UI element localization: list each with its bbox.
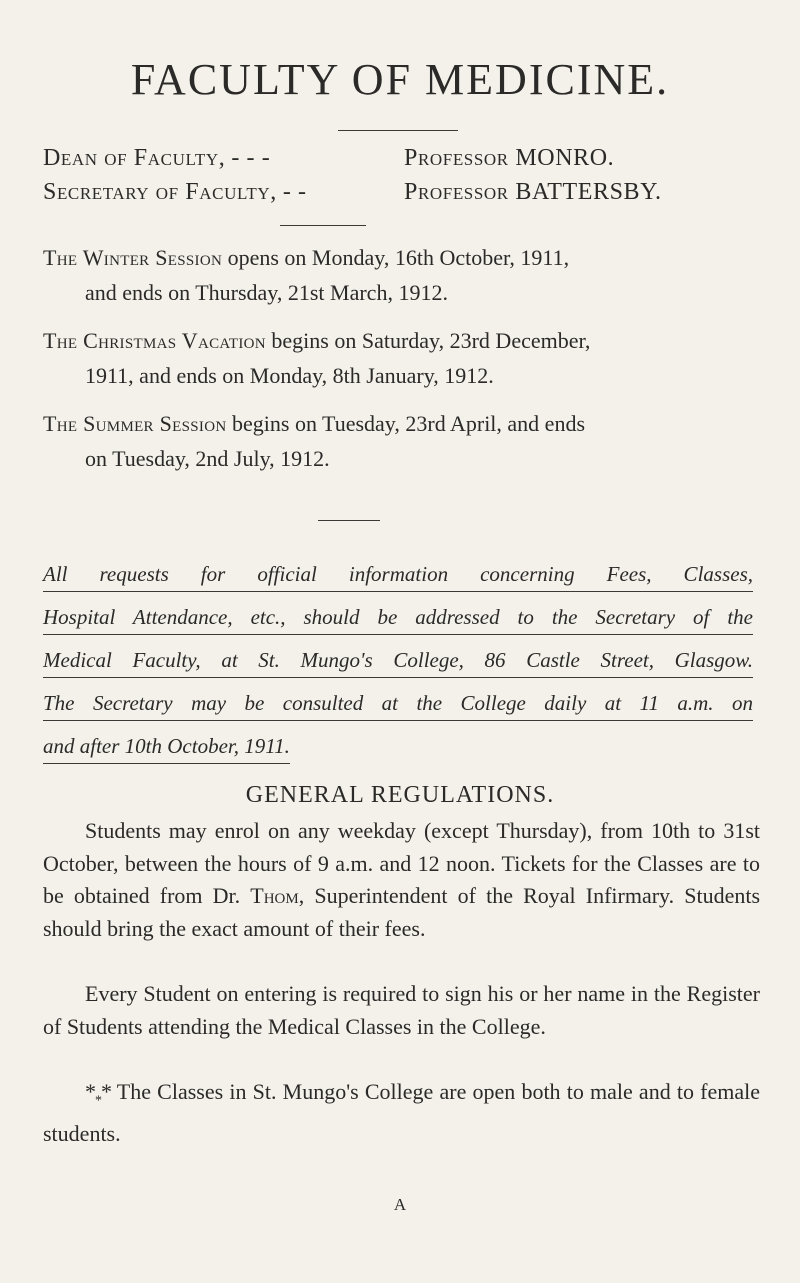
officer-holder: Professor MONRO. bbox=[404, 145, 615, 171]
title-divider bbox=[338, 130, 458, 131]
regulations-heading: GENERAL REGULATIONS. bbox=[245, 782, 555, 808]
notice-line: The Secretary may be consulted at the College daily at 11 a.m. on bbox=[43, 689, 753, 717]
regulation-classes-open: $*_**$ The Classes in St. Mungo's College are open both to male and to female students. bbox=[43, 1079, 760, 1146]
officer-secretary bbox=[43, 175, 763, 209]
officer-dean bbox=[43, 141, 763, 175]
officer-holder: Professor BATTERSBY. bbox=[404, 179, 662, 205]
session-summer: The Summer Session begins on Tuesday, 23rd April, and ends on Tuesday, 2nd July, 1912. bbox=[43, 411, 586, 471]
notice-line: Hospital Attendance, etc., should be addressed to the Secretary of the bbox=[43, 603, 753, 631]
session-christmas-vacation: The Christmas Vacation begins on Saturday, 23rd December, 1911, and ends on Monday, 8th January, 1912. bbox=[43, 328, 591, 388]
sessions-divider bbox=[318, 520, 380, 521]
asterism: $*_**$ bbox=[85, 1079, 111, 1109]
notice-line: and after 10th October, 1911. bbox=[43, 732, 290, 760]
regulation-register: Every Student on entering is required to sign his or her name in the Register of Students attending the Medical Classes in the College. bbox=[43, 981, 760, 1039]
officer-role: Secretary of Faculty, - - bbox=[43, 179, 307, 205]
regulation-enrolment: Students may enrol on any weekday (except Thursday), from 10th to 31st October, between the hours of 9 a.m. and 12 noon. Tickets for the Classes are to be obtained from Dr. Thom, Superintendent of the Royal Infirmary. Students should bring the exact amount of their fees. bbox=[43, 818, 761, 941]
officer-role: Dean of Faculty, - - - bbox=[43, 145, 271, 171]
page-title: FACULTY OF MEDICINE. bbox=[130, 55, 670, 104]
notice-line: All requests for official information concerning Fees, Classes, bbox=[43, 560, 753, 588]
session-winter: The Winter Session opens on Monday, 16th October, 1911, and ends on Thursday, 21st March, 1912. bbox=[43, 245, 570, 305]
notice-line: Medical Faculty, at St. Mungo's College, 86 Castle Street, Glasgow. bbox=[43, 646, 753, 674]
signature-mark: A bbox=[393, 1195, 407, 1214]
officers-divider bbox=[280, 225, 366, 226]
